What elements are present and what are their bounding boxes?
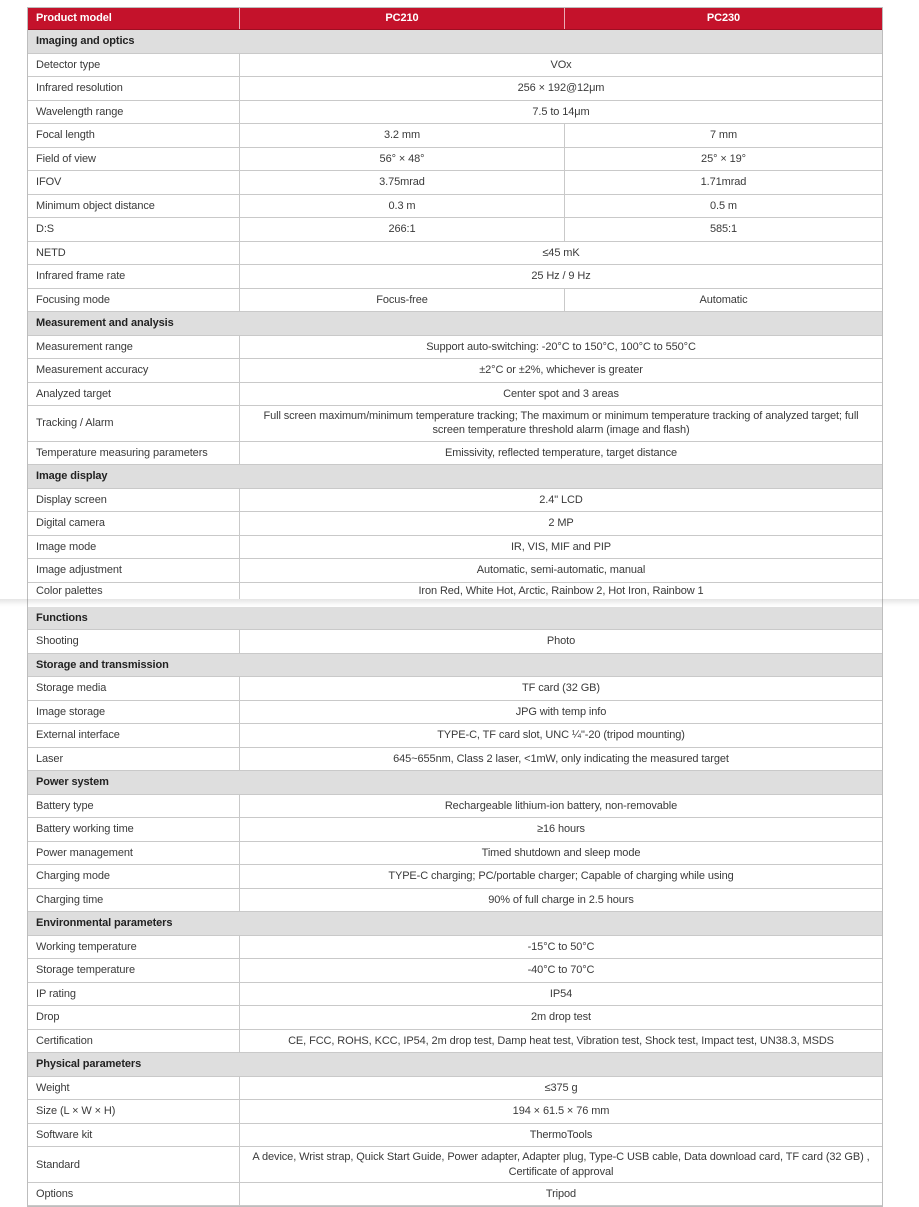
value-pc210: 3.2 mm	[240, 124, 565, 147]
value-both-models: Full screen maximum/minimum temperature tracking; The maximum or minimum temperature tracking of analyzed target; full screen temperature threshold alarm (image and flash)	[263, 410, 859, 437]
section-title: Environmental parameters	[36, 917, 173, 930]
spec-row	[28, 406, 882, 442]
spec-row	[28, 818, 882, 842]
row-label: Digital camera	[28, 512, 240, 535]
row-label: Size (L × W × H)	[28, 1100, 240, 1123]
value-both-models: -15°C to 50°C	[527, 940, 595, 953]
value-both-models: ≥16 hours	[537, 823, 585, 836]
value-both-models: 7.5 to 14μm	[532, 105, 590, 118]
value-both-models: TYPE-C charging; PC/portable charger; Capable of charging while using	[388, 870, 734, 883]
row-label: D:S	[28, 218, 240, 241]
value-both-models: ±2°C or ±2%, whichever is greater	[479, 364, 643, 377]
pc230-column-header: PC230	[706, 12, 741, 25]
spec-row	[28, 889, 882, 913]
value-pc230: 1.71mrad	[700, 176, 747, 189]
value-both-models: JPG with temp info	[515, 705, 607, 718]
spec-row	[28, 559, 882, 583]
value-both-models: Timed shutdown and sleep mode	[481, 846, 641, 859]
spec-row	[28, 630, 882, 654]
spec-table	[27, 7, 883, 1207]
table-body	[28, 30, 882, 1206]
row-label: Measurement accuracy	[28, 359, 240, 382]
value-both-models: ≤375 g	[544, 1081, 578, 1094]
section-title: Image display	[36, 470, 108, 483]
value-both-models: CE, FCC, ROHS, KCC, IP54, 2m drop test, Damp heat test, Vibration test, Shock test, Impact test, UN38.3, MSDS	[288, 1034, 834, 1047]
row-label: Shooting	[28, 630, 240, 653]
spec-row	[28, 148, 882, 172]
value-both-models: Emissivity, reflected temperature, target distance	[444, 446, 677, 459]
value-both-models: 2m drop test	[531, 1011, 591, 1024]
row-label: Laser	[28, 748, 240, 771]
row-label: Analyzed target	[28, 383, 240, 406]
section-header-row	[28, 607, 882, 631]
spec-row	[28, 101, 882, 125]
spec-row	[28, 218, 882, 242]
section-header-row	[28, 1053, 882, 1077]
row-label: Power management	[28, 842, 240, 865]
spec-row	[28, 359, 882, 383]
spec-row	[28, 865, 882, 889]
section-title: Power system	[36, 776, 109, 789]
spec-row	[28, 336, 882, 360]
product-model-header: Product model	[28, 8, 240, 29]
spec-row	[28, 124, 882, 148]
spec-row	[28, 171, 882, 195]
value-both-models: Iron Red, White Hot, Arctic, Rainbow 2, Hot Iron, Rainbow 1	[418, 584, 704, 597]
row-label: Measurement range	[28, 336, 240, 359]
spec-row	[28, 1100, 882, 1124]
page-break-seam	[0, 599, 919, 607]
row-label: Color palettes	[28, 583, 240, 599]
section-header-row	[28, 465, 882, 489]
pc210-column-header: PC210	[240, 8, 565, 29]
value-pc230: 7 mm	[709, 129, 738, 142]
row-label: Software kit	[28, 1124, 240, 1147]
spec-row	[28, 512, 882, 536]
row-label: Wavelength range	[28, 101, 240, 124]
row-label: Image storage	[28, 701, 240, 724]
spec-row	[28, 442, 882, 466]
row-label: Charging mode	[28, 865, 240, 888]
spec-row	[28, 265, 882, 289]
section-header-row	[28, 30, 882, 54]
value-both-models: IR, VIS, MIF and PIP	[510, 540, 612, 553]
value-both-models: Photo	[546, 635, 576, 648]
section-header-row	[28, 654, 882, 678]
row-label: Battery working time	[28, 818, 240, 841]
row-label: IFOV	[28, 171, 240, 194]
row-label: Certification	[28, 1030, 240, 1053]
row-label: Infrared resolution	[28, 77, 240, 100]
row-label: IP rating	[28, 983, 240, 1006]
row-label: Temperature measuring parameters	[28, 442, 240, 465]
row-label: Charging time	[28, 889, 240, 912]
spec-row	[28, 383, 882, 407]
spec-row	[28, 195, 882, 219]
value-both-models: Support auto-switching: -20°C to 150°C, 100°C to 550°C	[426, 340, 696, 353]
value-both-models: 25 Hz / 9 Hz	[531, 270, 591, 283]
value-both-models: IP54	[549, 987, 573, 1000]
value-both-models: Automatic, semi-automatic, manual	[476, 564, 646, 577]
value-both-models: Tripod	[545, 1188, 577, 1201]
value-both-models: A device, Wrist strap, Quick Start Guide, Power adapter, Adapter plug, Type-C USB cable, Data download card, TF card (32 GB) , Certificate of approval	[252, 1151, 870, 1178]
spec-row	[28, 983, 882, 1007]
value-both-models: ≤45 mK	[542, 246, 580, 259]
spec-row	[28, 1077, 882, 1101]
row-label: Options	[28, 1183, 240, 1206]
spec-row	[28, 1147, 882, 1183]
row-label: Working temperature	[28, 936, 240, 959]
row-label: Image adjustment	[28, 559, 240, 582]
value-both-models: 2 MP	[548, 517, 574, 530]
value-both-models: Rechargeable lithium-ion battery, non-removable	[444, 799, 678, 812]
section-header-row	[28, 312, 882, 336]
row-label: Drop	[28, 1006, 240, 1029]
value-both-models: VOx	[550, 58, 572, 71]
row-label: External interface	[28, 724, 240, 747]
row-label: Weight	[28, 1077, 240, 1100]
value-pc230: 25° × 19°	[701, 152, 746, 165]
spec-sheet-page	[0, 7, 919, 1201]
spec-row	[28, 724, 882, 748]
spec-row	[28, 936, 882, 960]
section-title: Measurement and analysis	[36, 317, 174, 330]
section-title: Imaging and optics	[36, 35, 135, 48]
section-title: Functions	[36, 611, 88, 624]
table-header-row	[28, 8, 882, 30]
spec-row	[28, 1124, 882, 1148]
value-both-models: 194 × 61.5 × 76 mm	[512, 1105, 610, 1118]
spec-row	[28, 489, 882, 513]
spec-row	[28, 842, 882, 866]
spec-row	[28, 1030, 882, 1054]
spec-row	[28, 583, 882, 599]
row-label: Focal length	[28, 124, 240, 147]
spec-row	[28, 1183, 882, 1207]
section-header-row	[28, 771, 882, 795]
row-label: Storage temperature	[28, 959, 240, 982]
value-both-models: 256 × 192@12μm	[517, 82, 605, 95]
row-label: Focusing mode	[28, 289, 240, 312]
section-title: Physical parameters	[36, 1058, 142, 1071]
spec-row	[28, 289, 882, 313]
value-both-models: Center spot and 3 areas	[503, 387, 619, 400]
row-label: Field of view	[28, 148, 240, 171]
value-both-models: ThermoTools	[529, 1128, 593, 1141]
value-pc210: 266:1	[240, 218, 565, 241]
value-both-models: 2.4" LCD	[539, 493, 583, 506]
spec-row	[28, 242, 882, 266]
section-title: Storage and transmission	[36, 658, 169, 671]
value-pc230: 585:1	[709, 223, 738, 236]
spec-row	[28, 748, 882, 772]
value-pc230: 0.5 m	[709, 199, 737, 212]
spec-row	[28, 536, 882, 560]
spec-row	[28, 959, 882, 983]
value-pc210: 3.75mrad	[240, 171, 565, 194]
row-label: Storage media	[28, 677, 240, 700]
spec-row	[28, 795, 882, 819]
value-both-models: -40°C to 70°C	[527, 964, 595, 977]
row-label: Image mode	[28, 536, 240, 559]
value-both-models: 645~655nm, Class 2 laser, <1mW, only indicating the measured target	[393, 752, 729, 765]
row-label: Detector type	[28, 54, 240, 77]
value-both-models: 90% of full charge in 2.5 hours	[488, 893, 634, 906]
spec-row	[28, 677, 882, 701]
row-label: Tracking / Alarm	[28, 406, 240, 441]
value-both-models: TF card (32 GB)	[522, 682, 600, 695]
row-label: Minimum object distance	[28, 195, 240, 218]
value-pc210: Focus-free	[240, 289, 565, 312]
spec-row	[28, 701, 882, 725]
row-label: Infrared frame rate	[28, 265, 240, 288]
value-pc210: 56° × 48°	[240, 148, 565, 171]
section-header-row	[28, 912, 882, 936]
row-label: NETD	[28, 242, 240, 265]
value-both-models: TYPE-C, TF card slot, UNC ¼"-20 (tripod mounting)	[437, 729, 685, 742]
spec-row	[28, 1006, 882, 1030]
value-pc210: 0.3 m	[240, 195, 565, 218]
row-label: Standard	[28, 1147, 240, 1182]
value-pc230: Automatic	[699, 293, 748, 306]
spec-row	[28, 54, 882, 78]
row-label: Display screen	[28, 489, 240, 512]
spec-row	[28, 77, 882, 101]
row-label: Battery type	[28, 795, 240, 818]
